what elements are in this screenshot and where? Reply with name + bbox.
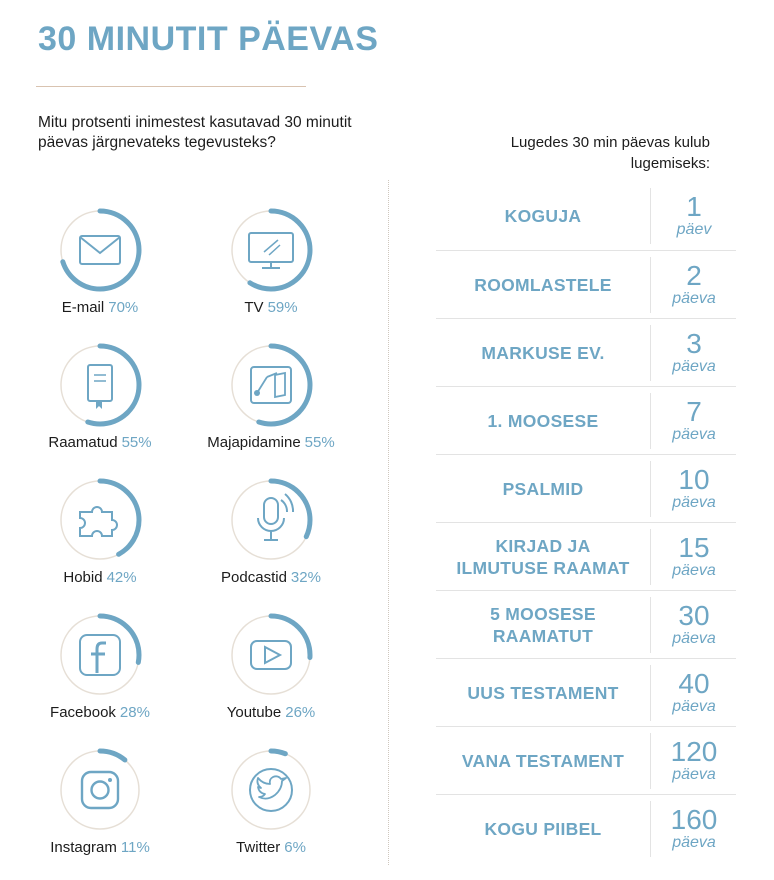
table-row: [436, 726, 736, 795]
stat-name: E-mail: [61, 299, 105, 316]
tv-icon: [249, 233, 293, 268]
book-name-line1: 5 MOOSESE: [490, 604, 596, 624]
days-number: 3: [686, 328, 702, 359]
days-number: 7: [686, 396, 702, 427]
days-unit: päeva: [672, 494, 716, 511]
cell-divider: [650, 733, 651, 789]
stat-tv: [171, 205, 371, 316]
table-row: [436, 386, 736, 455]
stat-name: Hobid: [63, 569, 103, 586]
days-cell: [652, 455, 736, 523]
days-unit: päeva: [672, 358, 716, 375]
progress-ring: [226, 610, 316, 700]
table-row: [436, 182, 736, 250]
table-row: [436, 454, 736, 523]
book-name: [436, 455, 650, 523]
book-name: [436, 727, 650, 795]
days-cell: [652, 387, 736, 455]
days-number: 160: [670, 804, 718, 835]
days-unit: päeva: [672, 562, 716, 579]
table-row: [436, 318, 736, 387]
progress-ring: [55, 340, 145, 430]
progress-ring: [55, 610, 145, 700]
stat-label: [0, 299, 200, 316]
cell-divider: [650, 257, 651, 313]
stat-percent: 28%: [119, 704, 150, 721]
cell-divider: [650, 461, 651, 517]
stat-name: Podcastid: [221, 569, 287, 586]
stat-facebook: [0, 610, 200, 721]
book-name: [436, 182, 650, 250]
days-unit: päeva: [672, 766, 716, 783]
days-cell: [652, 795, 736, 863]
book-name: [436, 251, 650, 319]
stat-name: Facebook: [50, 704, 116, 721]
stat-name: Instagram: [50, 839, 117, 856]
stat-name: TV: [244, 299, 264, 316]
envelope-icon: [80, 236, 120, 264]
table-row: [436, 658, 736, 727]
days-number: 120: [670, 736, 718, 767]
progress-ring: [226, 340, 316, 430]
twitter-icon: [250, 769, 292, 811]
days-unit: päev: [676, 221, 712, 238]
book-name: [436, 591, 650, 659]
progress-ring: [55, 205, 145, 295]
stat-name: Majapidamine: [207, 434, 301, 451]
stat-percent: 59%: [267, 299, 298, 316]
housework-icon: [251, 367, 291, 403]
book-name-line1: UUS TESTAMENT: [467, 683, 619, 703]
days-cell: [652, 727, 736, 795]
stat-percent: 11%: [120, 839, 150, 856]
table-row: [436, 250, 736, 319]
cell-divider: [650, 325, 651, 381]
stat-label: [171, 704, 371, 721]
days-number: 2: [686, 260, 702, 291]
title-underline: [36, 86, 306, 87]
survey-question: Mitu protsenti inimestest kasutavad 30 minutit päevas järgnevateks tegevusteks?: [38, 114, 352, 151]
book-name-line1: KOGU PIIBEL: [484, 819, 602, 839]
stat-label: [171, 434, 371, 451]
stat-label: [0, 434, 200, 451]
column-divider: [388, 180, 389, 865]
stat-percent: 42%: [106, 569, 137, 586]
book-name: [436, 523, 650, 591]
book-icon: [88, 365, 112, 409]
book-name: [436, 387, 650, 455]
book-name-line2: RAAMATUT: [492, 626, 594, 646]
instagram-icon: [82, 772, 118, 808]
days-cell: [652, 659, 736, 727]
stat-podcastid: [171, 475, 371, 586]
days-unit: päeva: [672, 630, 716, 647]
stat-instagram: [0, 745, 200, 856]
progress-ring: [55, 745, 145, 835]
cell-divider: [650, 801, 651, 857]
table-row: [436, 794, 736, 863]
cell-divider: [650, 393, 651, 449]
progress-ring: [55, 475, 145, 565]
days-cell: [652, 319, 736, 387]
book-name: [436, 319, 650, 387]
puzzle-icon: [80, 507, 117, 536]
cell-divider: [650, 529, 651, 585]
days-unit: päeva: [672, 290, 716, 307]
stat-label: [0, 839, 200, 856]
stat-youtube: [171, 610, 371, 721]
stat-name: Youtube: [226, 704, 282, 721]
youtube-icon: [251, 641, 291, 669]
stat-percent: 55%: [304, 434, 335, 451]
table-row: [436, 590, 736, 659]
days-number: 1: [686, 191, 702, 222]
days-unit: päeva: [672, 426, 716, 443]
stat-raamatud: [0, 340, 200, 451]
days-number: 15: [678, 532, 710, 563]
facebook-icon: [80, 635, 120, 675]
stat-percent: 32%: [290, 569, 321, 586]
days-cell: [652, 251, 736, 319]
progress-ring: [226, 475, 316, 565]
book-name-line1: 1. MOOSESE: [487, 411, 599, 431]
reading-heading-line2: lugemiseks:: [630, 155, 710, 172]
stat-label: [0, 569, 200, 586]
stat-label: [171, 839, 371, 856]
reading-heading-line1: Lugedes 30 min päevas kulub: [510, 134, 710, 151]
days-cell: [652, 523, 736, 591]
stat-percent: 55%: [121, 434, 152, 451]
reading-heading: [440, 132, 710, 174]
stat-label: [171, 569, 371, 586]
progress-ring: [226, 745, 316, 835]
days-cell: [652, 182, 736, 250]
stat-percent: 70%: [108, 299, 139, 316]
cell-divider: [650, 665, 651, 721]
book-name-line1: PSALMID: [502, 479, 584, 499]
book-name-line1: MARKUSE EV.: [481, 343, 605, 363]
cell-divider: [650, 597, 651, 653]
stat-label: [0, 704, 200, 721]
days-number: 40: [678, 668, 710, 699]
microphone-icon: [258, 494, 293, 540]
cell-divider: [650, 188, 651, 244]
page-title: 30 MINUTIT PÄEVAS: [38, 20, 379, 58]
days-number: 30: [678, 600, 710, 631]
book-name: [436, 659, 650, 727]
days-unit: päeva: [672, 698, 716, 715]
stat-e-mail: [0, 205, 200, 316]
book-name-line1: ROOMLASTELE: [474, 275, 612, 295]
days-unit: päeva: [672, 834, 716, 851]
days-number: 10: [678, 464, 710, 495]
stat-name: Twitter: [236, 839, 281, 856]
book-name-line1: VANA TESTAMENT: [461, 751, 625, 771]
stat-name: Raamatud: [48, 434, 118, 451]
stat-label: [171, 299, 371, 316]
book-name-line2: ILMUTUSE RAAMAT: [456, 558, 630, 578]
stat-percent: 6%: [284, 839, 306, 856]
stat-majapidamine: [171, 340, 371, 451]
stat-percent: 26%: [285, 704, 316, 721]
table-row: [436, 522, 736, 591]
book-name-line1: KOGUJA: [504, 206, 582, 226]
progress-ring: [226, 205, 316, 295]
stat-twitter: [171, 745, 371, 856]
stat-hobid: [0, 475, 200, 586]
days-cell: [652, 591, 736, 659]
book-name-line1: KIRJAD JA: [495, 536, 591, 556]
book-name: [436, 795, 650, 863]
